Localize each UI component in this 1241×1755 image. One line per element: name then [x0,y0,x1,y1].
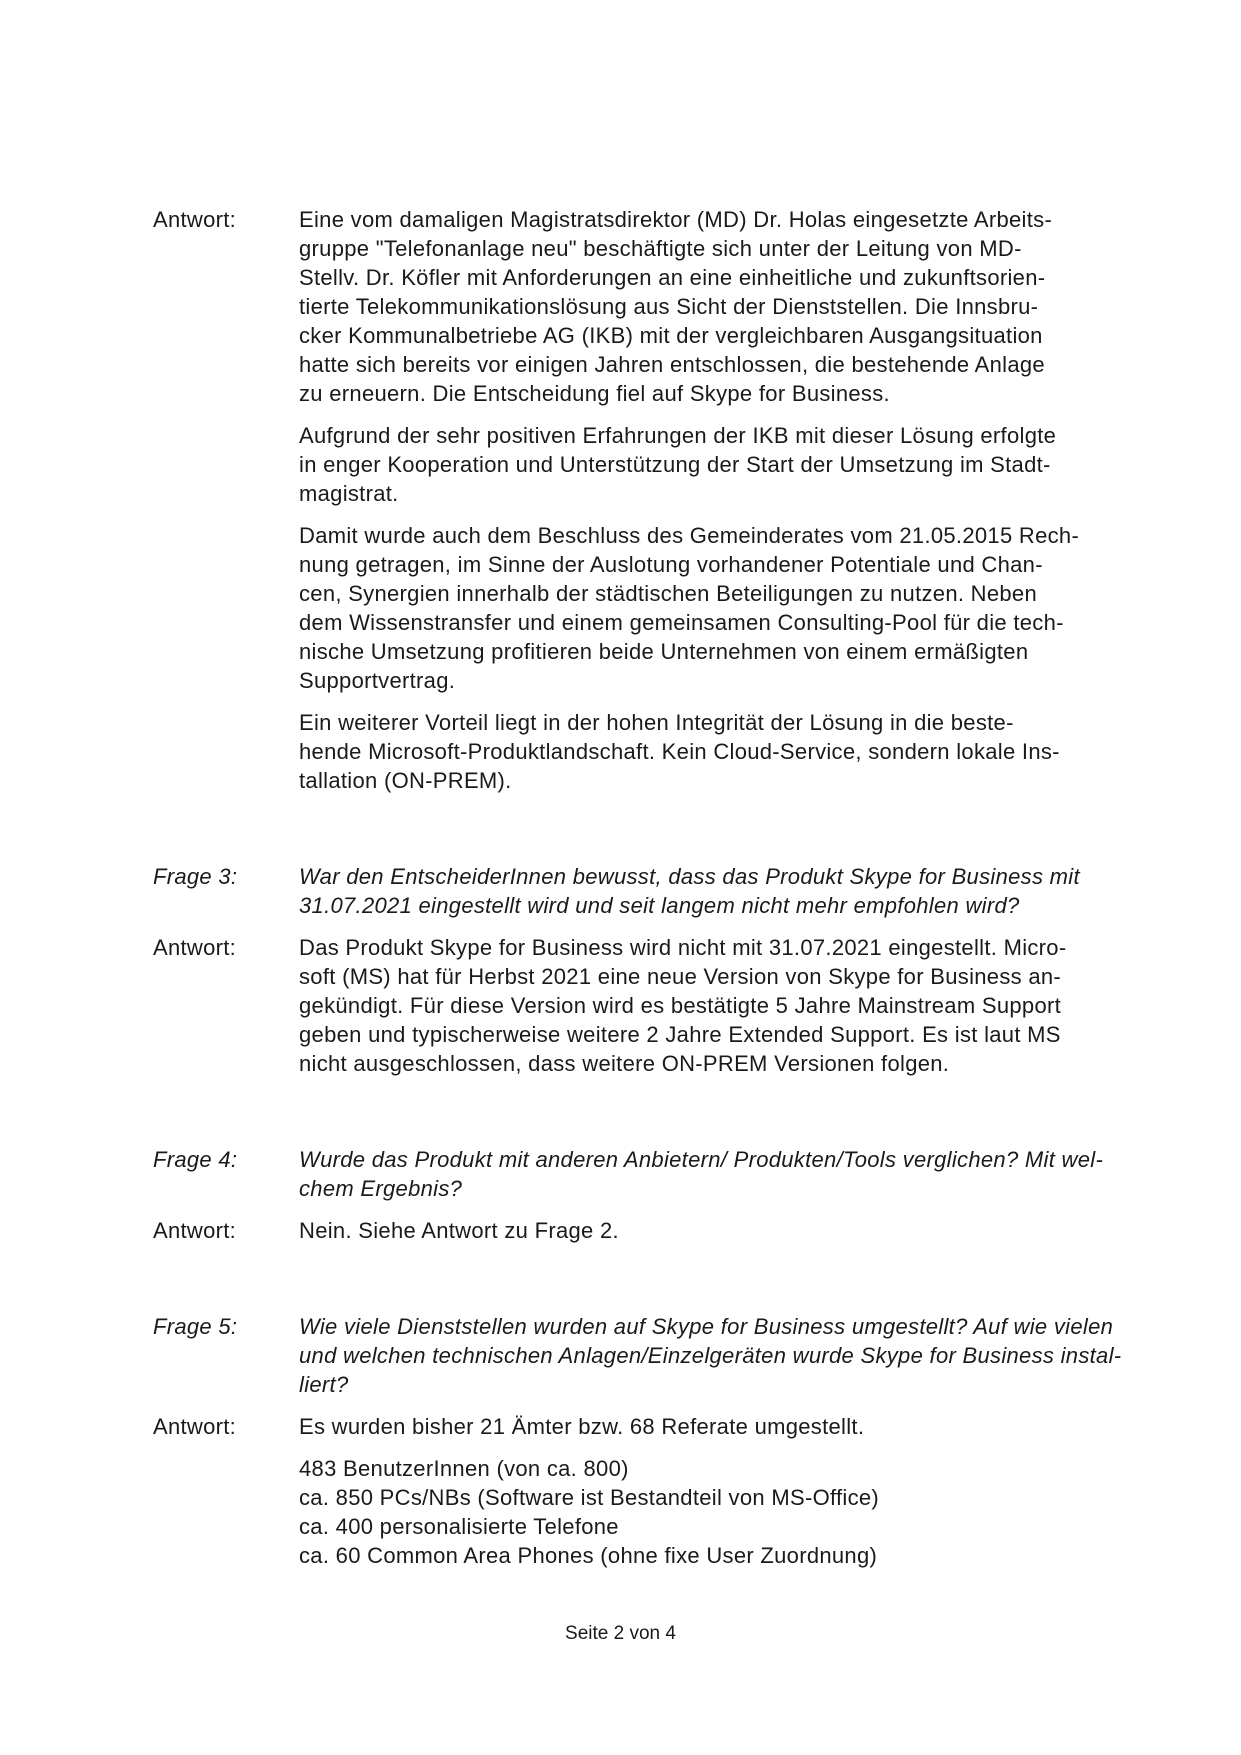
section-spacer [153,1245,1138,1312]
text-line: nicht ausgeschlossen, dass weitere ON-PREM Versionen folgen. [299,1051,950,1076]
text-line: dem Wissenstransfer und einem gemeinsamen Consulting-Pool für die tech- [299,610,1064,635]
question-3-text [299,862,1138,920]
text-line: gekündigt. Für diese Version wird es bestätigte 5 Jahre Mainstream Support [299,993,1062,1018]
text-line: tallation (ON-PREM). [299,768,512,793]
text-line: geben und typischerweise weitere 2 Jahre Extended Support. Es ist laut MS [299,1022,1061,1047]
question-label: Frage 5: [153,1314,238,1339]
paragraph [299,1412,1138,1441]
section-spacer [153,795,1138,862]
text-line: Supportvertrag. [299,668,456,693]
text-line: hende Microsoft-Produktlandschaft. Kein Cloud-Service, sondern lokale Ins- [299,739,1060,764]
answer-label: Antwort: [153,935,237,960]
text-line: Wurde das Produkt mit anderen Anbietern/ Produkten/Tools verglichen? Mit wel- [299,1147,1104,1172]
document-content [153,205,1138,1570]
section-spacer [153,1078,1138,1145]
text-line: Aufgrund der sehr positiven Erfahrungen der IKB mit dieser Lösung erfolgte [299,423,1057,448]
text-line: Ein weiterer Vorteil liegt in der hohen Integrität der Lösung in die beste- [299,710,1014,735]
text-line: in enger Kooperation und Unterstützung der Start der Umsetzung im Stadt- [299,452,1051,477]
answer-3 [153,933,1138,1078]
paragraph [299,708,1138,795]
text-line: liert? [299,1372,349,1397]
text-line: Das Produkt Skype for Business wird nicht mit 31.07.2021 eingestellt. Micro- [299,935,1067,960]
paragraph [299,205,1138,408]
question-3 [153,862,1138,920]
text-line: Es wurden bisher 21 Ämter bzw. 68 Referate umgestellt. [299,1414,865,1439]
text-line: magistrat. [299,481,399,506]
paragraph [299,521,1138,695]
list-item: ca. 850 PCs/NBs (Software ist Bestandteil von MS-Office) [299,1485,880,1510]
text-line: soft (MS) hat für Herbst 2021 eine neue Version von Skype for Business an- [299,964,1062,989]
answer-3-text [299,933,1138,1078]
text-line: tierte Telekommunikationslösung aus Sicht der Dienststellen. Die Innsbru- [299,294,1039,319]
list-item: ca. 60 Common Area Phones (ohne fixe User Zuordnung) [299,1543,878,1568]
list-item: 483 BenutzerInnen (von ca. 800) [299,1456,629,1481]
answer-label: Antwort: [153,207,237,232]
text-line: zu erneuern. Die Entscheidung fiel auf Skype for Business. [299,381,890,406]
answer-4 [153,1216,1138,1245]
answer-4-text [299,1216,1138,1245]
answer-5 [153,1412,1138,1570]
answer-5-text [299,1412,1138,1570]
answer-label: Antwort: [153,1414,237,1439]
paragraph [299,421,1138,508]
spacer [153,1399,1138,1412]
list-item: ca. 400 personalisierte Telefone [299,1514,619,1539]
device-list [299,1454,1138,1570]
text-line: nung getragen, im Sinne der Auslotung vorhandener Potentiale und Chan- [299,552,1043,577]
text-line: cker Kommunalbetriebe AG (IKB) mit der vergleichbaren Ausgangsituation [299,323,1043,348]
question-4 [153,1145,1138,1203]
answer-label: Antwort: [153,1218,237,1243]
text-line: War den EntscheiderInnen bewusst, dass das Produkt Skype for Business mit [299,864,1080,889]
text-line: Damit wurde auch dem Beschluss des Gemeinderates vom 21.05.2015 Rech- [299,523,1080,548]
spacer [153,920,1138,933]
text-line: chem Ergebnis? [299,1176,463,1201]
text-line: Eine vom damaligen Magistratsdirektor (MD) Dr. Holas eingesetzte Arbeits- [299,207,1053,232]
text-line: cen, Synergien innerhalb der städtischen Beteiligungen zu nutzen. Neben [299,581,1038,606]
text-line: 31.07.2021 eingestellt wird und seit langem nicht mehr empfohlen wird? [299,893,1020,918]
question-5 [153,1312,1138,1399]
text-line: Nein. Siehe Antwort zu Frage 2. [299,1218,619,1243]
page-number: Seite 2 von 4 [565,1623,676,1644]
text-line: und welchen technischen Anlagen/Einzelgeräten wurde Skype for Business instal- [299,1343,1122,1368]
text-line: Wie viele Dienststellen wurden auf Skype for Business umgestellt? Auf wie vielen [299,1314,1114,1339]
text-line: hatte sich bereits vor einigen Jahren entschlossen, die bestehende Anlage [299,352,1045,377]
text-line: gruppe "Telefonanlage neu" beschäftigte sich unter der Leitung von MD- [299,236,1022,261]
text-line: Stellv. Dr. Köfler mit Anforderungen an eine einheitliche und zukunftsorien- [299,265,1046,290]
answer-2 [153,205,1138,795]
question-label: Frage 4: [153,1147,238,1172]
spacer [153,1203,1138,1216]
question-4-text [299,1145,1138,1203]
answer-2-text [299,205,1138,795]
text-line: nische Umsetzung profitieren beide Unternehmen von einem ermäßigten [299,639,1029,664]
question-5-text [299,1312,1138,1399]
question-label: Frage 3: [153,864,238,889]
